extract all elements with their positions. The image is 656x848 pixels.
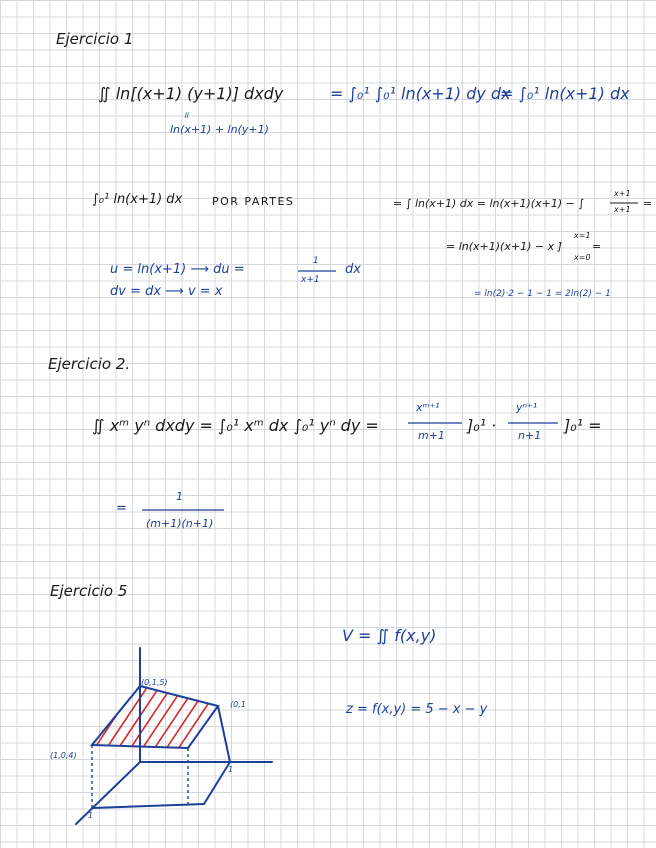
ex2-frac2-den: n+1 — [518, 429, 542, 442]
ex5-label-top: (0,1,5) — [141, 678, 168, 687]
ex1-parts-line2-limit-bot: x=0 — [574, 253, 591, 262]
ex2-frac1-bracket: ]₀¹ · — [467, 416, 497, 435]
exercise-2-title: Ejercicio 2. — [48, 355, 131, 373]
ex5-label-y-axis: 1 — [88, 811, 94, 820]
ex1-parts-tail: = — [643, 197, 653, 210]
ex1-integral-rhs: = ∫₀¹ ln(x+1) dx — [500, 84, 630, 103]
ex2-result-den: (m+1)(n+1) — [146, 517, 214, 530]
exercise-1-title: Ejercicio 1 — [56, 30, 134, 48]
ex5-label-x-axis: 1 — [228, 765, 234, 774]
ex1-parts-line1: = ∫ ln(x+1) dx = ln(x+1)(x+1) − ∫ — [393, 197, 585, 210]
ex1-du-tail: dx — [345, 262, 361, 277]
ex5-label-left: (1,0,4) — [50, 751, 77, 760]
ex2-result-eq: = — [116, 501, 127, 516]
ex1-note-sum: ln(x+1) + ln(y+1) — [170, 123, 269, 136]
ex2-lhs: ∬ xᵐ yⁿ dxdy = ∫₀¹ xᵐ dx ∫₀¹ yⁿ dy = — [92, 416, 379, 435]
ex5-volume: V = ∬ f(x,y) — [342, 626, 437, 645]
hatched-region — [80, 680, 236, 770]
ex1-du-num: 1 — [313, 256, 319, 266]
ex1-parts-line3: = ln(2)·2 − 1 − 1 = 2ln(2) − 1 — [474, 289, 611, 299]
ex5-label-right: (0,1 — [230, 700, 246, 709]
ex2-result-num: 1 — [176, 490, 183, 503]
ex2-frac1-num: xᵐ⁺¹ — [416, 401, 440, 414]
ex1-sub-integral: ∫₀¹ ln(x+1) dx — [92, 192, 183, 207]
ex1-u-line: u = ln(x+1) ⟶ du = — [110, 262, 245, 277]
ex1-parts-line2-tail: = — [592, 240, 602, 253]
ex1-parts-frac-den: x+1 — [614, 205, 631, 214]
ex5-function: z = f(x,y) = 5 − x − y — [346, 702, 488, 717]
ex1-parts-line2-limit-top: x=1 — [574, 231, 591, 240]
ex2-frac2-num: yⁿ⁺¹ — [516, 401, 538, 414]
ex1-equals-mark: ॥ — [183, 111, 189, 121]
ex1-integral-lhs: ∬ ln[(x+1) (y+1)] dxdy — [98, 84, 284, 103]
ex1-integral-mid: = ∫₀¹ ∫₀¹ ln(x+1) dy dx — [330, 84, 511, 103]
ex1-dv-line: dv = dx ⟶ v = x — [110, 284, 223, 299]
ex1-du-den: x+1 — [301, 275, 320, 285]
ex1-method: POR PARTES — [212, 195, 295, 208]
ex2-frac1-den: m+1 — [418, 429, 445, 442]
ex1-parts-frac-num: x+1 — [614, 189, 631, 198]
ex1-parts-line2: = ln(x+1)(x+1) − x ] — [446, 240, 562, 253]
ex2-frac2-bracket: ]₀¹ = — [564, 416, 602, 435]
exercise-5-title: Ejercicio 5 — [50, 582, 128, 600]
